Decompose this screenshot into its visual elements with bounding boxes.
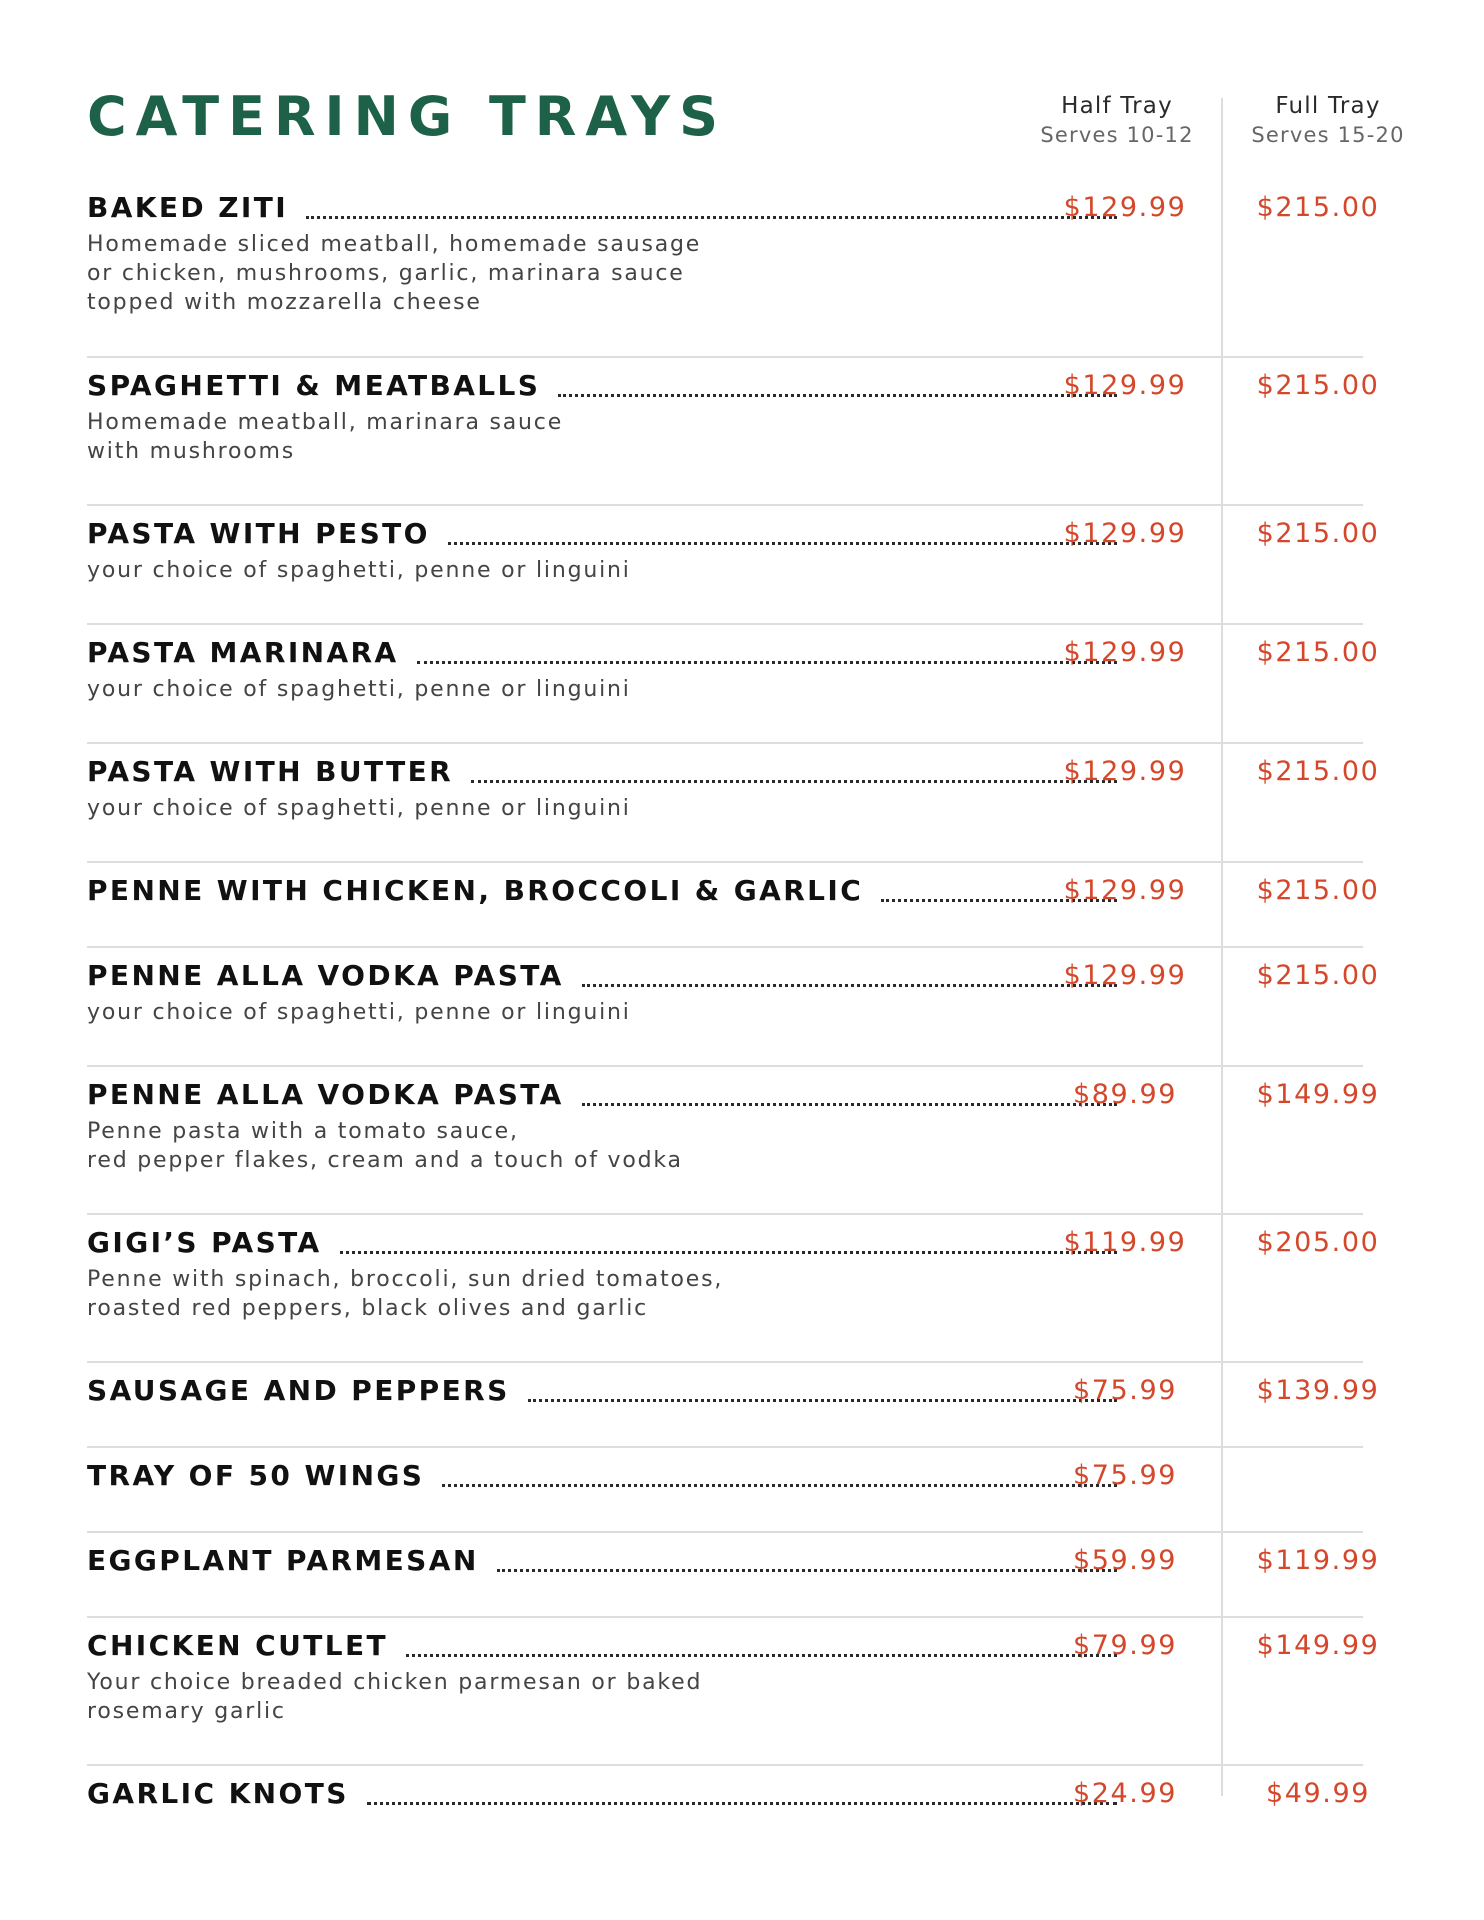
- half-tray-price: $129.99: [1063, 518, 1187, 549]
- half-tray-price: $75.99: [1072, 1375, 1178, 1406]
- menu-item: [87, 1067, 1380, 1215]
- menu-item-header: [87, 190, 1380, 226]
- full-tray-header: [1248, 92, 1408, 150]
- menu-item-description: Homemade sliced meatball, homemade sausage or chicken, mushrooms, garlic, marinara sauce topped with mozzarella cheese: [87, 232, 702, 315]
- full-tray-price: $215.00: [1256, 756, 1380, 787]
- menu-item-description: Penne with spinach, broccoli, sun dried tomatoes, roasted red peppers, black olives and garlic: [87, 1267, 724, 1321]
- full-tray-price: $119.99: [1256, 1545, 1380, 1576]
- menu-item-description: your choice of spaghetti, penne or linguini: [87, 1000, 631, 1025]
- dot-leader: [471, 780, 1117, 783]
- full-tray-price: $139.99: [1256, 1375, 1380, 1406]
- half-tray-header: [1037, 92, 1197, 150]
- menu-item-header: [87, 516, 1380, 552]
- dot-leader: [582, 984, 1117, 987]
- menu-item: [87, 506, 1380, 625]
- menu-item-name: GARLIC KNOTS: [87, 1776, 363, 1812]
- full-tray-label: Full Tray: [1275, 93, 1381, 119]
- half-tray-price: $75.99: [1072, 1460, 1178, 1491]
- menu-item-description: your choice of spaghetti, penne or linguini: [87, 677, 631, 702]
- full-tray-price: $215.00: [1256, 637, 1380, 668]
- menu-item: [87, 1533, 1380, 1618]
- menu-item: [87, 1215, 1380, 1363]
- menu-item: [87, 358, 1380, 506]
- full-tray-price: $215.00: [1256, 192, 1380, 223]
- menu-item-header: [87, 1776, 1371, 1812]
- half-tray-label: Half Tray: [1061, 93, 1173, 119]
- full-tray-price: $215.00: [1256, 875, 1380, 906]
- menu-item-header: [87, 1543, 1380, 1579]
- menu-item-header: [87, 754, 1380, 790]
- menu-item-description: Penne pasta with a tomato sauce, red pepper flakes, cream and a touch of vodka: [87, 1119, 683, 1173]
- menu-item-name: PASTA WITH BUTTER: [87, 754, 467, 790]
- half-tray-price: $129.99: [1063, 637, 1187, 668]
- menu-item-description: Homemade meatball, marinara sauce with mushrooms: [87, 410, 564, 464]
- menu-item-header: [87, 1225, 1380, 1261]
- menu-item: [87, 863, 1380, 948]
- half-tray-price: $79.99: [1072, 1630, 1178, 1661]
- menu-item-header: [87, 368, 1380, 404]
- half-tray-price: $59.99: [1072, 1545, 1178, 1576]
- dot-leader: [558, 394, 1117, 397]
- half-tray-serves: Serves 10-12: [1040, 123, 1194, 147]
- menu-item-header: [87, 1458, 1363, 1494]
- menu-item-name: PENNE WITH CHICKEN, BROCCOLI & GARLIC: [87, 873, 877, 909]
- full-tray-price: $149.99: [1256, 1630, 1380, 1661]
- dot-leader: [528, 1399, 1117, 1402]
- dot-leader: [497, 1569, 1117, 1572]
- menu-item: [87, 180, 1380, 358]
- menu-item-header: [87, 958, 1380, 994]
- menu-item-header: [87, 1373, 1380, 1409]
- full-tray-price: $49.99: [1265, 1778, 1371, 1809]
- menu-item-name: PASTA WITH PESTO: [87, 516, 444, 552]
- dot-leader: [417, 661, 1117, 664]
- full-tray-price: $215.00: [1256, 370, 1380, 401]
- menu-item-header: [87, 1077, 1380, 1113]
- dot-leader: [582, 1103, 1117, 1106]
- menu-item: [87, 1766, 1371, 1826]
- half-tray-price: $129.99: [1063, 756, 1187, 787]
- dot-leader: [367, 1802, 1117, 1805]
- menu-items-list: [87, 180, 1380, 1826]
- full-tray-serves: Serves 15-20: [1251, 123, 1405, 147]
- menu-item-name: SPAGHETTI & MEATBALLS: [87, 368, 554, 404]
- full-tray-price: $215.00: [1256, 960, 1380, 991]
- menu-item-name: BAKED ZITI: [87, 190, 302, 226]
- menu-item: [87, 1618, 1380, 1766]
- menu-item-header: [87, 635, 1380, 671]
- menu-item-name: CHICKEN CUTLET: [87, 1628, 402, 1664]
- menu-item: [87, 1363, 1380, 1448]
- half-tray-price: $89.99: [1072, 1079, 1178, 1110]
- dot-leader: [448, 542, 1117, 545]
- menu-item-name: EGGPLANT PARMESAN: [87, 1543, 493, 1579]
- menu-item-header: [87, 1628, 1380, 1664]
- menu-item-name: PENNE ALLA VODKA PASTA: [87, 1077, 578, 1113]
- dot-leader: [306, 216, 1117, 219]
- dot-leader: [340, 1251, 1117, 1254]
- menu-item: [87, 948, 1380, 1067]
- menu-item-name: PASTA MARINARA: [87, 635, 413, 671]
- menu-item-header: [87, 873, 1380, 909]
- half-tray-price: $119.99: [1063, 1227, 1187, 1258]
- page-title: CATERING TRAYS: [87, 85, 727, 148]
- half-tray-price: $129.99: [1063, 875, 1187, 906]
- menu-item-name: GIGI’S PASTA: [87, 1225, 336, 1261]
- full-tray-price: $215.00: [1256, 518, 1380, 549]
- full-tray-price: $149.99: [1256, 1079, 1380, 1110]
- half-tray-price: $24.99: [1072, 1778, 1178, 1809]
- half-tray-price: $129.99: [1063, 370, 1187, 401]
- dot-leader: [442, 1484, 1117, 1487]
- half-tray-price: $129.99: [1063, 192, 1187, 223]
- menu-item: [87, 625, 1380, 744]
- half-tray-price: $129.99: [1063, 960, 1187, 991]
- menu-item-description: Your choice breaded chicken parmesan or baked rosemary garlic: [87, 1670, 703, 1724]
- menu-item-name: SAUSAGE AND PEPPERS: [87, 1373, 524, 1409]
- dot-leader: [406, 1654, 1117, 1657]
- full-tray-price: $205.00: [1256, 1227, 1380, 1258]
- menu-item-name: TRAY OF 50 WINGS: [87, 1458, 438, 1494]
- menu-item: [87, 1448, 1363, 1533]
- menu-item-name: PENNE ALLA VODKA PASTA: [87, 958, 578, 994]
- menu-item-description: your choice of spaghetti, penne or linguini: [87, 558, 631, 583]
- menu-item: [87, 744, 1380, 863]
- menu-item-description: your choice of spaghetti, penne or linguini: [87, 796, 631, 821]
